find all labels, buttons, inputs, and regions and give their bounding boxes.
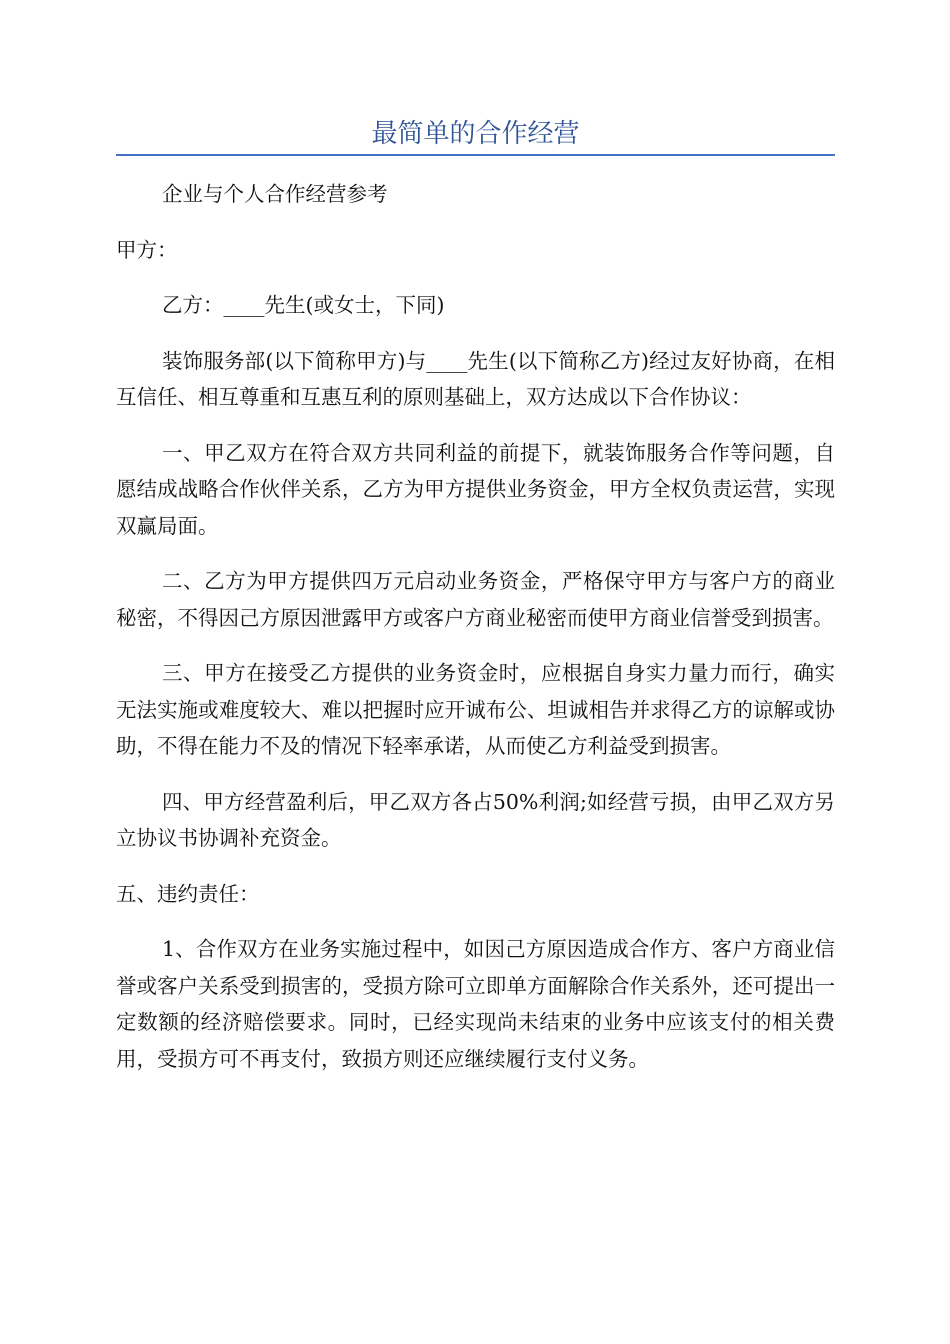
paragraph-clause-5-1: 1、合作双方在业务实施过程中，如因己方原因造成合作方、客户方商业信誉或客户关系受到损害的，受损方除可立即单方面解除合作关系外，还可提出一定数额的经济赔偿要求。同时，已经实现尚未结束的业务中应该支付的相关费用，受损方可不再支付，致损方则还应继续履行支付义务。 (116, 937, 835, 1071)
paragraph-preamble: 装饰服务部(以下简称甲方)与____先生(以下简称乙方)经过友好协商，在相互信任、相互尊重和互惠互利的原则基础上，双方达成以下合作协议： (116, 348, 835, 409)
paragraph-clause-3: 三、甲方在接受乙方提供的业务资金时，应根据自身实力量力而行，确实无法实施或难度较大、难以把握时应开诚布公、坦诚相告并求得乙方的谅解或协助，不得在能力不及的情况下轻率承诺，从而使乙方利益受到损害。 (116, 661, 835, 758)
document-body (116, 176, 835, 1077)
paragraph-party-b: 乙方：____先生(或女士，下同) (162, 293, 445, 317)
paragraph-clause-1: 一、甲乙双方在符合双方共同利益的前提下，就装饰服务合作等问题，自愿结成战略合作伙伴关系，乙方为甲方提供业务资金，甲方全权负责运营，实现双赢局面。 (116, 440, 835, 538)
paragraph-clause-4: 四、甲方经营盈利后，甲乙双方各占50%利润;如经营亏损，由甲乙双方另立协议书协调补充资金。 (116, 789, 835, 850)
title-underline (116, 154, 835, 156)
paragraph-clause-5-heading: 五、违约责任： (116, 881, 260, 906)
paragraph-subtitle: 企业与个人合作经营参考 (162, 182, 388, 206)
paragraph-clause-2: 二、乙方为甲方提供四万元启动业务资金，严格保守甲方与客户方的商业秘密，不得因己方原因泄露甲方或客户方商业秘密而使甲方商业信誉受到损害。 (116, 569, 835, 630)
paragraph-party-a: 甲方： (116, 237, 178, 262)
document-title: 最简单的合作经营 (371, 119, 580, 149)
